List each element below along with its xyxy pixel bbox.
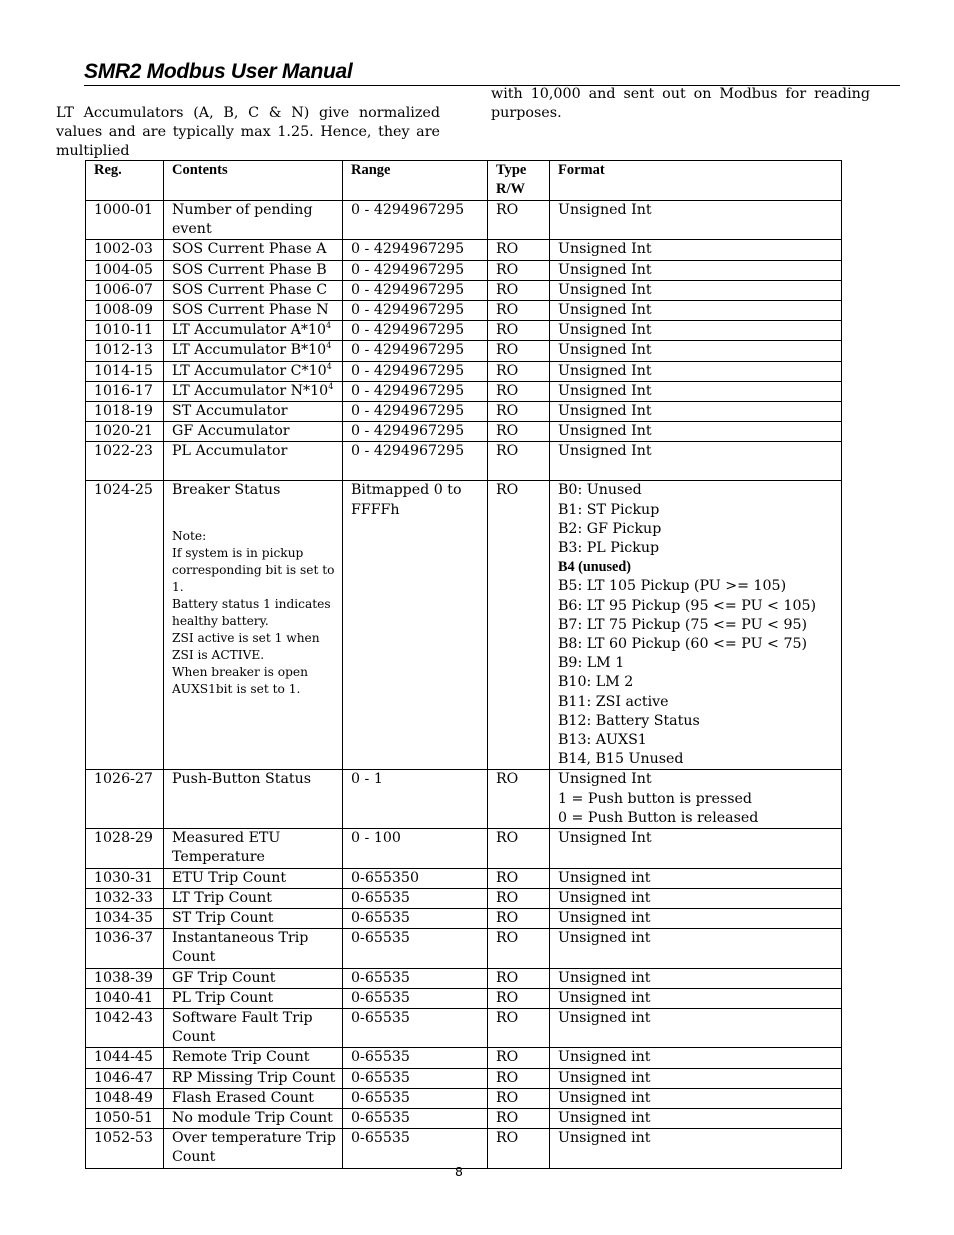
exponent: 4 [326,321,332,331]
cell-reg: 1028-29 [86,829,164,868]
cell-reg: 1010-11 [86,321,164,341]
cell-contents: PL Trip Count [164,988,343,1008]
cell-type: RO [488,481,550,770]
cell-type: RO [488,1048,550,1068]
cell-format: Unsigned int [550,988,842,1008]
cell-range: 0-65535 [343,908,488,928]
cell-format: Unsigned int [550,1129,842,1168]
cell-reg: 1042-43 [86,1008,164,1047]
table-row [86,1088,842,1108]
header-contents: Contents [164,161,343,201]
cell-contents: Remote Trip Count [164,1048,343,1068]
cell-format: Unsigned int [550,1108,842,1128]
cell-reg: 1006-07 [86,280,164,300]
cell-range: 0 - 4294967295 [343,422,488,442]
cell-range: 0 - 4294967295 [343,321,488,341]
cell-format: Unsigned int [550,1088,842,1108]
table-body [86,201,842,1169]
cell-format: Unsigned Int [550,829,842,868]
bit-definition: B9: LM 1 [558,655,625,672]
bit-definition: B4 (unused) [558,559,631,576]
table-row [86,908,842,928]
bit-definition: B6: LT 95 Pickup (95 <= PU < 105) [558,597,817,614]
cell-type: RO [488,770,550,829]
cell-format: Unsigned Int [550,201,842,240]
bit-definition: B7: LT 75 Pickup (75 <= PU < 95) [558,616,808,633]
cell-reg: 1012-13 [86,341,164,361]
cell-range: 0-65535 [343,1129,488,1168]
cell-type: RO [488,1108,550,1128]
table-row [86,868,842,888]
table-row [86,361,842,381]
cell-type: RO [488,381,550,401]
cell-format: Unsigned Int [550,280,842,300]
cell-reg: 1018-19 [86,402,164,422]
cell-contents: RP Missing Trip Count [164,1068,343,1088]
header-reg: Reg. [86,161,164,201]
table-row [86,929,842,968]
cell-contents: SOS Current Phase N [164,301,343,321]
cell-type: RO [488,1088,550,1108]
cell-reg: 1036-37 [86,929,164,968]
cell-format: Unsigned int [550,908,842,928]
cell-format: Unsigned Int [550,240,842,260]
format-line: Unsigned Int [558,771,652,788]
header-format: Format [550,161,842,201]
note-line: Note: [172,528,207,543]
cell-type: RO [488,201,550,240]
cell-contents: ETU Trip Count [164,868,343,888]
cell-contents: Measured ETU Temperature [164,829,343,868]
cell-range: Bitmapped 0 to FFFFh [343,481,488,770]
cell-range: 0-65535 [343,1088,488,1108]
cell-reg: 1048-49 [86,1088,164,1108]
table-row [86,301,842,321]
cell-range: 0-65535 [343,1048,488,1068]
cell-type: RO [488,341,550,361]
cell-range: 0 - 4294967295 [343,442,488,481]
cell-reg: 1024-25 [86,481,164,770]
cell-reg: 1002-03 [86,240,164,260]
register-table [85,160,842,1169]
note-line: When breaker is open AUXS1bit is set to 1. [172,664,308,696]
cell-type: RO [488,422,550,442]
cell-format: Unsigned Int [550,321,842,341]
cell-contents: Software Fault Trip Count [164,1008,343,1047]
intro-paragraph-right: with 10,000 and sent out on Modbus for reading purposes. [491,86,870,121]
cell-contents-text: LT Accumulator A*10 [172,322,327,339]
cell-contents: PL Accumulator [164,442,343,481]
cell-reg: 1052-53 [86,1129,164,1168]
cell-type: RO [488,829,550,868]
cell-reg: 1044-45 [86,1048,164,1068]
exponent: 4 [326,341,332,351]
table-row [86,321,842,341]
bit-definition: B2: GF Pickup [558,520,662,537]
cell-range: 0-65535 [343,988,488,1008]
table-row [86,1068,842,1088]
cell-contents-text: LT Accumulator N*10 [172,382,329,399]
cell-type: RO [488,280,550,300]
format-line: 0 = Push Button is released [558,809,759,826]
cell-reg: 1034-35 [86,908,164,928]
cell-format: Unsigned Int [550,381,842,401]
table-row [86,829,842,868]
bit-definition: B13: AUXS1 [558,732,647,749]
cell-format: Unsigned int [550,1048,842,1068]
cell-contents: SOS Current Phase A [164,240,343,260]
cell-type: RO [488,1008,550,1047]
cell-contents-text: LT Accumulator C*10 [172,362,327,379]
cell-range: 0-65535 [343,1068,488,1088]
cell-type: RO [488,442,550,481]
cell-reg: 1016-17 [86,381,164,401]
cell-range: 0 - 4294967295 [343,341,488,361]
cell-reg: 1000-01 [86,201,164,240]
cell-contents: Over temperature Trip Count [164,1129,343,1168]
table-row [86,402,842,422]
cell-reg: 1004-05 [86,260,164,280]
table-row [86,280,842,300]
table-row [86,888,842,908]
cell-range: 0 - 4294967295 [343,381,488,401]
cell-reg: 1046-47 [86,1068,164,1088]
cell-contents: GF Accumulator [164,422,343,442]
cell-type: RO [488,301,550,321]
cell-format: Unsigned Int [550,341,842,361]
cell-format [550,770,842,829]
cell-range: 0 - 4294967295 [343,240,488,260]
cell-contents [164,361,343,381]
cell-contents [164,381,343,401]
cell-type: RO [488,402,550,422]
cell-contents: GF Trip Count [164,968,343,988]
cell-reg: 1022-23 [86,442,164,481]
header-type-line1: Type [496,162,527,178]
table-row [86,988,842,1008]
cell-format: Unsigned Int [550,442,842,481]
table-row [86,240,842,260]
cell-type: RO [488,988,550,1008]
page-number: 8 [455,1164,463,1179]
cell-type: RO [488,888,550,908]
table-row [86,442,842,481]
cell-range: 0 - 4294967295 [343,201,488,240]
cell-range: 0 - 4294967295 [343,280,488,300]
cell-format: Unsigned Int [550,260,842,280]
cell-format: Unsigned int [550,929,842,968]
cell-contents: ST Accumulator [164,402,343,422]
table-row [86,260,842,280]
table-header-row [86,161,842,201]
cell-reg: 1008-09 [86,301,164,321]
cell-format: Unsigned int [550,888,842,908]
cell-reg: 1030-31 [86,868,164,888]
cell-type: RO [488,260,550,280]
table-row [86,1048,842,1068]
cell-contents: SOS Current Phase C [164,280,343,300]
cell-reg: 1026-27 [86,770,164,829]
table-row [86,1108,842,1128]
exponent: 4 [326,361,332,371]
header-range: Range [343,161,488,201]
bit-definition: B1: ST Pickup [558,501,660,518]
cell-contents: Instantaneous Trip Count [164,929,343,968]
cell-contents-text: LT Accumulator B*10 [172,342,327,359]
bit-definition: B5: LT 105 Pickup (PU >= 105) [558,578,787,595]
cell-format: Unsigned Int [550,301,842,321]
bit-definition: B10: LM 2 [558,674,634,691]
cell-contents: No module Trip Count [164,1108,343,1128]
cell-type: RO [488,868,550,888]
cell-type: RO [488,968,550,988]
cell-range: 0 - 4294967295 [343,301,488,321]
note-line: If system is in pickup corresponding bit is set to 1. [172,545,335,594]
cell-contents: Push-Button Status [164,770,343,829]
cell-range: 0-655350 [343,868,488,888]
document-title: SMR2 Modbus User Manual [84,60,353,83]
cell-format [550,481,842,770]
bit-definition: B8: LT 60 Pickup (60 <= PU < 75) [558,636,808,653]
note-line: Battery status 1 indicates healthy battery. [172,596,331,628]
cell-type: RO [488,321,550,341]
cell-reg: 1050-51 [86,1108,164,1128]
cell-type: RO [488,1068,550,1088]
table-row [86,341,842,361]
cell-contents: Number of pending event [164,201,343,240]
table-row-pushbutton [86,770,842,829]
bit-definition: B0: Unused [558,482,642,499]
cell-type: RO [488,1129,550,1168]
table-row [86,968,842,988]
breaker-status-note [172,528,336,698]
table-row [86,1008,842,1047]
cell-range: 0 - 4294967295 [343,361,488,381]
header-type-line2: R/W [496,181,525,198]
bit-definition: B12: Battery Status [558,712,700,729]
cell-range: 0-65535 [343,1108,488,1128]
table-row [86,422,842,442]
cell-reg: 1038-39 [86,968,164,988]
cell-contents [164,481,343,770]
note-line: ZSI active is set 1 when ZSI is ACTIVE. [172,630,320,662]
cell-contents [164,341,343,361]
cell-range: 0-65535 [343,929,488,968]
bit-definition: B11: ZSI active [558,693,669,710]
cell-type: RO [488,908,550,928]
intro-paragraph-left: LT Accumulators (A, B, C & N) give normalized values and are typically max 1.25. Hence, they are multiplied [56,105,440,159]
cell-range: 0-65535 [343,888,488,908]
table-row [86,381,842,401]
cell-reg: 1014-15 [86,361,164,381]
cell-contents [164,321,343,341]
cell-contents: ST Trip Count [164,908,343,928]
cell-range: 0-65535 [343,968,488,988]
cell-format: Unsigned int [550,1008,842,1047]
cell-reg: 1032-33 [86,888,164,908]
table-row [86,1129,842,1168]
cell-contents: LT Trip Count [164,888,343,908]
cell-contents: SOS Current Phase B [164,260,343,280]
cell-format: Unsigned int [550,968,842,988]
breaker-status-label: Breaker Status [172,482,281,499]
cell-range: 0-65535 [343,1008,488,1047]
cell-format: Unsigned Int [550,361,842,381]
exponent: 4 [328,381,334,391]
cell-type: RO [488,929,550,968]
cell-range: 0 - 4294967295 [343,402,488,422]
cell-range: 0 - 4294967295 [343,260,488,280]
cell-range: 0 - 100 [343,829,488,868]
cell-reg: 1020-21 [86,422,164,442]
format-line: 1 = Push button is pressed [558,790,752,807]
cell-type: RO [488,240,550,260]
cell-format: Unsigned Int [550,402,842,422]
cell-format: Unsigned int [550,1068,842,1088]
cell-type: RO [488,361,550,381]
bit-definition: B14, B15 Unused [558,751,684,768]
cell-range: 0 - 1 [343,770,488,829]
cell-format: Unsigned Int [550,422,842,442]
cell-contents: Flash Erased Count [164,1088,343,1108]
bit-definition: B3: PL Pickup [558,540,660,557]
cell-format: Unsigned int [550,868,842,888]
header-type [488,161,550,201]
cell-reg: 1040-41 [86,988,164,1008]
table-row-breaker-status [86,481,842,770]
table-row [86,201,842,240]
